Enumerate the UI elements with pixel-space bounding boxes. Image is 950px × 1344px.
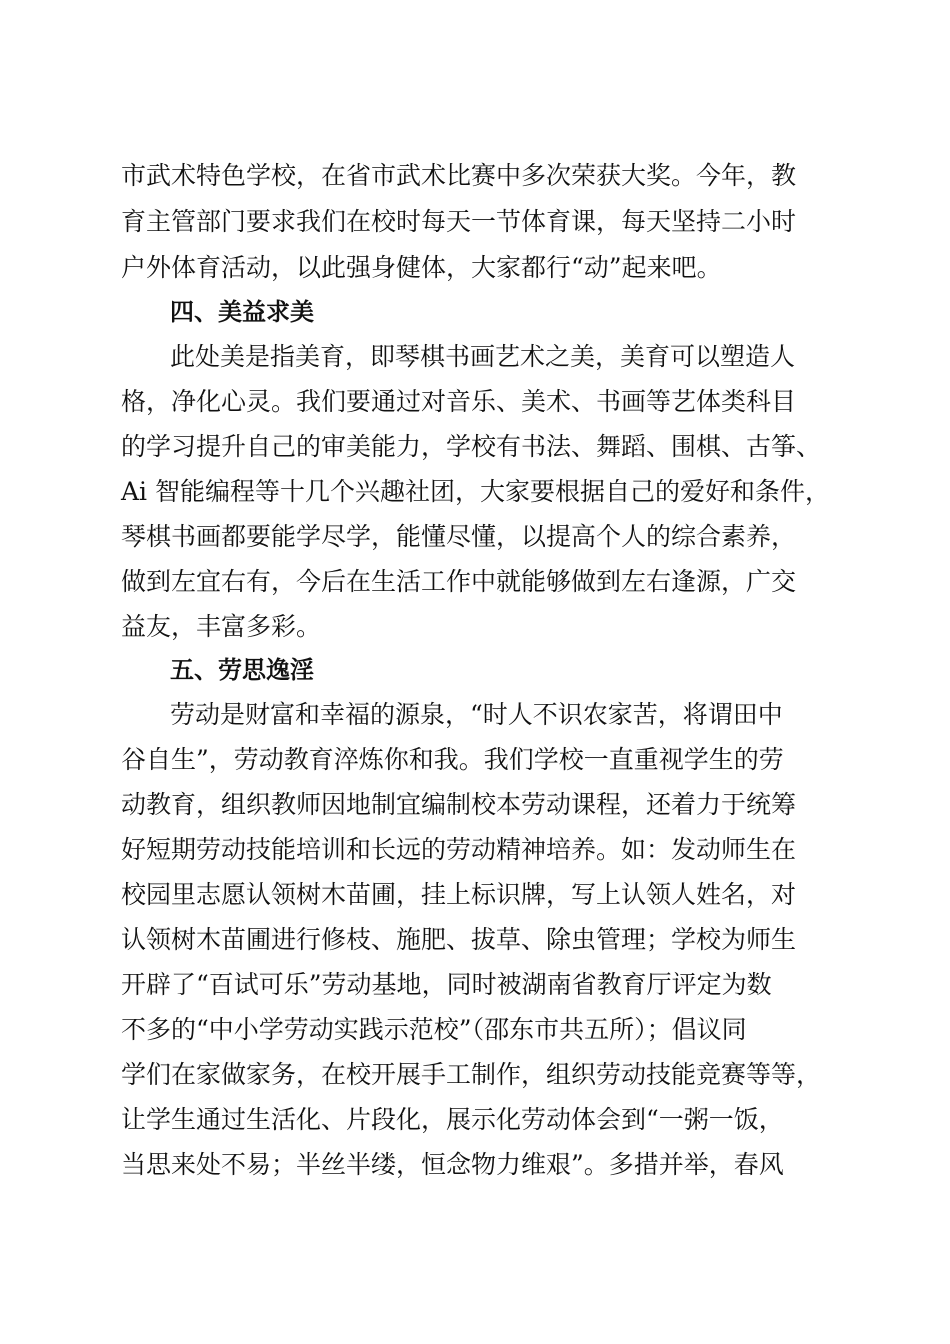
section-heading-5: 五、劳思逸淫	[170, 656, 314, 684]
paragraph-line: 格，净化心灵。我们要通过对音乐、美术、书画等艺体类科目	[121, 387, 797, 416]
paragraph-line: 做到左宜右有，今后在生活工作中就能够做到左右逢源，广交	[121, 567, 797, 596]
paragraph-line: 户外体育活动，以此强身健体，大家都行“动”起来吧。	[121, 253, 722, 282]
paragraph-line: 好短期劳动技能培训和长远的劳动精神培养。如：发动师生在	[121, 835, 797, 864]
paragraph-line: 市武术特色学校，在省市武术比赛中多次荣获大奖。今年，教	[121, 161, 797, 190]
paragraph-line: 琴棋书画都要能学尽学，能懂尽懂，以提高个人的综合素养，	[121, 522, 797, 551]
paragraph-line: 劳动是财富和幸福的源泉，“时人不识农家苦，将谓田中	[170, 700, 783, 729]
paragraph-line: 学们在家做家务，在校开展手工制作，组织劳动技能竞赛等等，	[121, 1060, 822, 1089]
paragraph-line: 不多的“中小学劳动实践示范校”（邵东市共五所）；倡议同	[121, 1015, 747, 1044]
paragraph-line: Ai 智能编程等十几个兴趣社团，大家要根据自己的爱好和条件，	[121, 477, 830, 506]
paragraph-line: 此处美是指美育，即琴棋书画艺术之美，美育可以塑造人	[170, 342, 796, 371]
paragraph-line: 益友，丰富多彩。	[121, 612, 322, 641]
paragraph-line: 动教育，组织教师因地制宜编制校本劳动课程，还着力于统筹	[121, 790, 797, 819]
paragraph-line: 认领树木苗圃进行修枝、施肥、拔草、除虫管理；学校为师生	[121, 925, 797, 954]
paragraph-line: 育主管部门要求我们在校时每天一节体育课，每天坚持二小时	[121, 207, 797, 236]
paragraph-line: 开辟了“百试可乐”劳动基地，同时被湖南省教育厅评定为数	[121, 970, 772, 999]
paragraph-line: 谷自生”，劳动教育淬炼你和我。我们学校一直重视学生的劳	[121, 745, 784, 774]
paragraph-line: 当思来处不易；半丝半缕，恒念物力维艰”。多措并举，春风	[121, 1150, 784, 1179]
paragraph-line: 的学习提升自己的审美能力，学校有书法、舞蹈、围棋、古筝、	[121, 432, 822, 461]
section-heading-4: 四、美益求美	[170, 298, 314, 326]
paragraph-line: 让学生通过生活化、片段化，展示化劳动体会到“一粥一饭，	[121, 1105, 784, 1134]
paragraph-line: 校园里志愿认领树木苗圃，挂上标识牌，写上认领人姓名，对	[121, 880, 797, 909]
